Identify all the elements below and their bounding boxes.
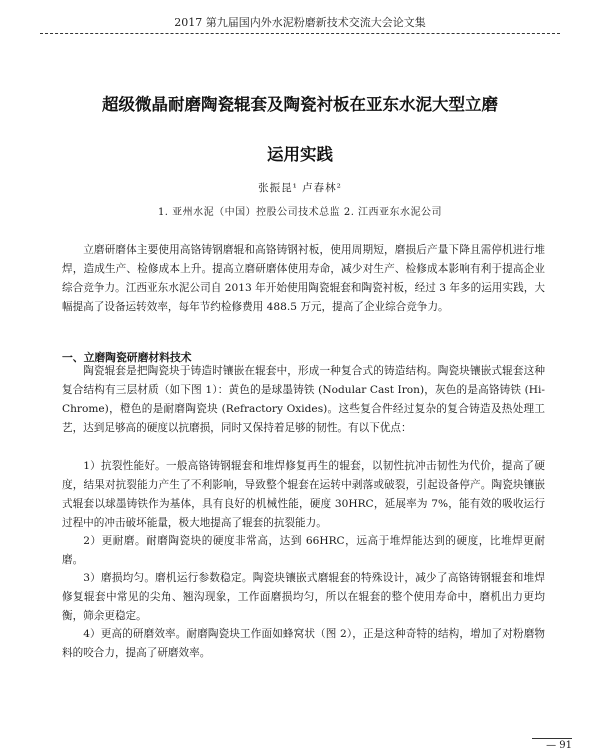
header-rule [40, 33, 560, 34]
abstract: 立磨研磨体主要使用高铬铸钢磨辊和高铬铸钢衬板，使用周期短，磨损后产量下降且需停机进行堆焊，造成生产、检修成本上升。提高立磨研磨体使用寿命，减少对生产、检修成本影响有利于提高企业综合竞争力。江西亚东水泥公司自 2013 年开始使用陶瓷辊套和陶瓷衬板，经过 3 年多的运用实践，大幅提高了设备运转效率，每年节约检修费用 488.5 万元，提高了企业综合竞争力。 [62, 244, 545, 313]
section-intro-paragraph: 陶瓷辊套是把陶瓷块于铸造时镶嵌在辊套中，形成一种复合式的铸造结构。陶瓷块镶嵌式辊套这种复合结构有三层材质（如下图 1）：黄色的是球墨铸铁 (Nodular Cast Iron)，灰色的是高铬铸铁 (Hi-Chrome)，橙色的是耐磨陶瓷块 (Refractory Oxides)。这些复合件经过复杂的复合铸造及热处理工艺，达到足够高的硬度以抗磨损，同时又保持着足够的韧性。有以下优点： [62, 365, 545, 434]
section-heading: 一、立磨陶瓷研磨材料技术 [62, 351, 192, 364]
paper-title-line-1: 超级微晶耐磨陶瓷辊套及陶瓷衬板在亚东水泥大型立磨 [102, 95, 498, 114]
advantage-item-3: 3）磨损均匀。磨机运行参数稳定。陶瓷块镶嵌式磨辊套的特殊设计，减少了高铬铸钢辊套和堆焊修复辊套中常见的尖角、翘沟现象，工作面磨损均匀，所以在辊套的整个使用寿命中，磨机出力更均衡，筛余更稳定。 [62, 572, 545, 622]
running-header: 2017 第九届国内外水泥粉磨新技术交流大会论文集 [174, 16, 426, 29]
advantage-item-1: 1）抗裂性能好。一般高铬铸钢辊套和堆焊修复再生的辊套，以韧性抗冲击韧性为代价，提高了硬度，结果对抗裂能力产生了不利影响，导致整个辊套在运转中剥落或破裂，引起设备停产。陶瓷块镶嵌式辊套以球墨铸铁作为基体，具有良好的机械性能，硬度 30HRC，延展率为 7%，能有效的吸收运行过程中的冲击破坏能量，极大地提高了辊套的抗裂能力。 [62, 460, 545, 529]
advantage-item-4: 4）更高的研磨效率。耐磨陶瓷块工作面如蜂窝状（图 2），正是这种奇特的结构，增加了对粉磨物料的咬合力，提高了研磨效率。 [62, 628, 545, 659]
page-number: — 91 [532, 738, 572, 751]
advantage-item-2: 2）更耐磨。耐磨陶瓷块的硬度非常高，达到 66HRC，远高于堆焊能达到的硬度，比堆焊更耐磨。 [62, 535, 545, 566]
paper-title-line-2: 运用实践 [267, 145, 333, 164]
authors: 张振昆¹ 卢春林² [258, 182, 342, 194]
affiliations: 1. 亚州水泥（中国）控股公司技术总监 2. 江西亚东水泥公司 [157, 207, 443, 218]
